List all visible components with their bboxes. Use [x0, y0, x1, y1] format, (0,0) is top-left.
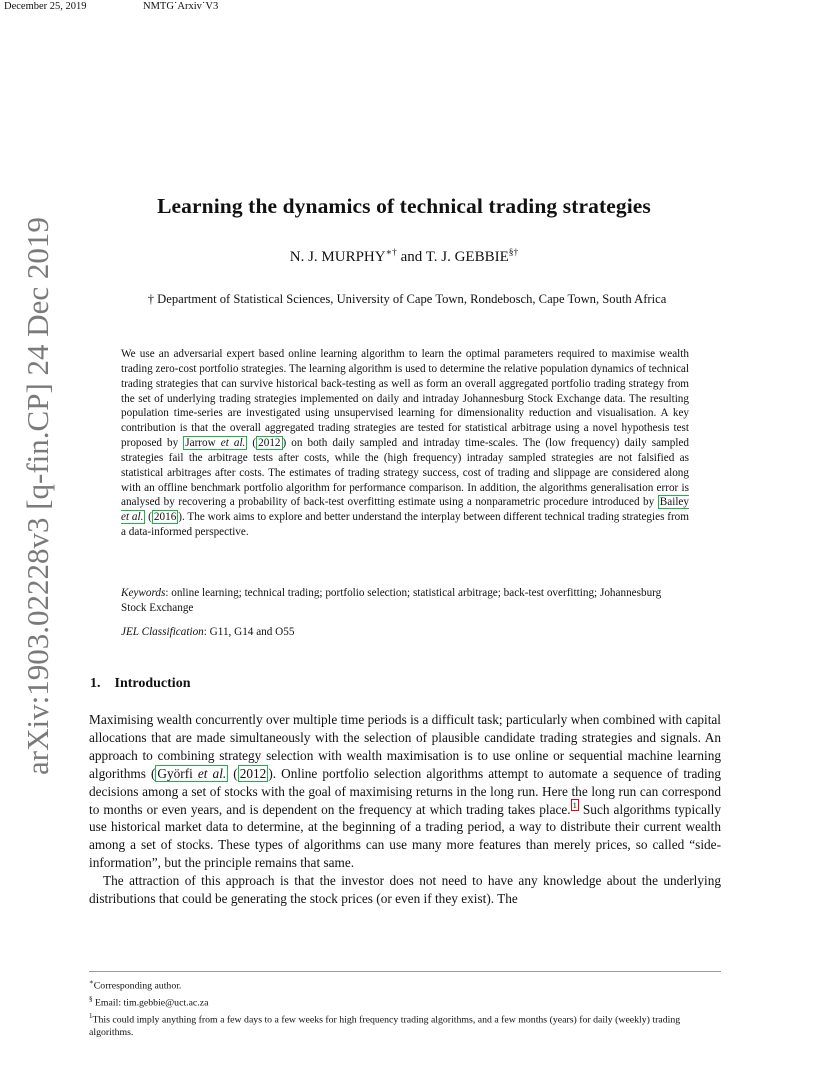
citation-bailey-etal: et al. — [121, 511, 144, 524]
citation-gyorfi-name[interactable] — [155, 765, 228, 782]
footnote-corresponding — [89, 976, 721, 993]
footnote-mark: § — [89, 994, 93, 1003]
jel-label: JEL Classification — [121, 626, 204, 638]
citation-jarrow-author: Jarrow — [185, 437, 221, 450]
abstract-text-3: . The work aims to explore and better understand the interplay between different technical trading strategies from a data-informed perspective. — [121, 511, 689, 539]
footnote-mark: 1 — [89, 1011, 93, 1020]
citation-jarrow-name[interactable] — [183, 436, 247, 450]
author-line — [0, 247, 808, 266]
footnote-text: This could imply anything from a few days to a few weeks for high frequency trading algorithms, and a few months (years) for daily (weekly) trading algorithms. — [89, 1013, 681, 1038]
citation-gyorfi-author: Györfi — [157, 765, 198, 781]
jel-classification — [121, 625, 689, 640]
affiliation: † Department of Statistical Sciences, University of Cape Town, Rondebosch, Cape Town, South Africa — [147, 292, 667, 306]
running-header-date: December 25, 2019 — [4, 1, 87, 12]
abstract: We use an adversarial expert based online learning algorithm to learn the optimal parameters required to maximise wealth trading zero-cost portfolio strategies. The learning algorithm is used to determine the relative population dynamics of technical trading strategies that can survive historical back-testing as well as form an overall aggregated portfolio trading strategy from the set of underlying trading strategies implemented on daily and intraday Johannesburg Stock Exchange data. The resulting population time-series are investigated using unsupervised learning for dimensionality reduction and visualisation. A key contribution is that the overall aggregated trading strategies are tested for statistical arbitrage using a novel hypothesis test proposed by Jarrow et al. ( 2012 ) on both daily sampled and intraday time-scales. The (low frequency) daily sampled strategies fail the arbitrage tests after costs, while the (high frequency) intraday sampled strategies are not falsified as statistical arbitrages after costs. The estimates of trading strategy success, cost of trading and slippage are considered along with an offline benchmark portfolio algorithm for performance comparison. In addition, the algorithms generalisation error is analysed by recovering a probability of back-test overfitting estimate using a nonparametric procedure introduced by Bailey et al. ( 2016 ). The work aims to explore and better understand the interplay between different technical trading strategies from a data-informed perspective. — [121, 348, 690, 539]
footnotes — [89, 976, 721, 1039]
running-header-id: NMTG˙Arxiv˙V3 — [143, 1, 219, 12]
citation-jarrow-year[interactable]: 2012 — [258, 437, 281, 450]
intro-text-1b: ). Online portfolio selection algorithms attempt to automate a sequence of trading decisions among a set of stocks with the goal of maximising returns in the long run. Here the long run can correspond to months or even years, and is dependent on the frequency at which trading takes place. — [89, 765, 721, 817]
citation-gyorfi-year[interactable]: 2012 — [239, 765, 267, 781]
abstract-text-2: on both daily sampled and intraday time-scales. The (low frequency) daily sampled strategies fail the arbitrage tests after costs, while the (high frequency) intraday sampled strategies are not falsified as statistical arbitrages after costs. The estimates of trading strategy success, cost of trading and slippage are considered along with an offline benchmark portfolio algorithm for performance comparison. In addition, the algorithms generalisation error is analysed by recovering a probability of back-test overfitting estimate using a nonparametric procedure introduced by — [121, 437, 690, 509]
author-murphy: N. J. MURPHY — [289, 249, 386, 265]
abstract-text-1: We use an adversarial expert based online learning algorithm to learn the optimal parameters required to maximise wealth trading zero-cost portfolio strategies. The learning algorithm is used to determine the relative population dynamics of technical trading strategies that can survive historical back-testing as well as form an overall aggregated portfolio trading strategy from the set of underlying trading strategies implemented on daily and intraday Johannesburg Stock Exchange data. The resulting population time-series are investigated using unsupervised learning for dimensionality reduction and visualisation. A key contribution is that the overall aggregated trading strategies are tested for statistical arbitrage using a novel hypothesis test proposed by — [121, 348, 690, 450]
keywords-text: : online learning; technical trading; portfolio selection; statistical arbitrage; back-test overfitting; Johannesburg Stock Exchange — [121, 587, 662, 614]
section-title: Introduction — [114, 676, 191, 691]
author-gebbie: T. J. GEBBIE — [425, 249, 509, 265]
intro-text-1c: Such algorithms typically use historical market data to determine, at the beginning of a trading period, a way to distribute their current wealth among a set of stocks. These types of algorithms can use many more features than merely prices, so called “side-information”, but the principle remains that same. — [89, 801, 721, 871]
footnote-mark: ∗ — [89, 978, 94, 986]
intro-text-1a: Maximising wealth concurrently over multiple time periods is a difficult task; particularly when combined with capital allocations that are made simultaneously with the selection of plausible candidate trading strategies and signals. An approach to combining strategy selection with wealth maximisation is to use online or sequential machine learning algorithms ( — [89, 712, 721, 781]
section-number: 1. — [90, 676, 101, 691]
jel-text: : G11, G14 and O55 — [203, 626, 295, 638]
section-heading-introduction — [90, 676, 190, 692]
footnote-1-link[interactable]: 1 — [572, 800, 577, 811]
intro-paragraph-1: Maximising wealth concurrently over multiple time periods is a difficult task; particularly when combined with capital allocations that are made simultaneously with the selection of plausible candidate trading strategies and signals. An approach to combining strategy selection with wealth maximisation is to use online or sequential machine learning algorithms ( Györfi et al. ( 2012 ). Online portfolio selection algorithms attempt to automate a sequence of trading decisions among a set of stocks with the goal of maximising returns in the long run. Here the long run can correspond to months or even years, and is dependent on the frequency at which trading takes place. $^1$ Such algorithms typically use historical market data to determine, at the beginning of a trading period, a way to distribute their current wealth among a set of stocks. These types of algorithms can use many more features than merely prices, so called “side-information”, but the principle remains that same. — [89, 712, 721, 871]
author-gebbie-marks: §† — [508, 248, 519, 258]
citation-jarrow-etal: et al. — [220, 437, 246, 450]
arxiv-sidebar-stamp: arXiv:1903.02228v3 [q-fin.CP] 24 Dec 2019 — [20, 217, 55, 775]
citation-bailey-year[interactable]: 2016 — [153, 511, 177, 524]
introduction-body — [89, 711, 721, 908]
author-murphy-marks: ∗† — [385, 248, 397, 258]
citation-bailey-author: Bailey — [659, 496, 689, 509]
footnote-divider — [89, 971, 721, 972]
author-and: and — [396, 249, 426, 265]
footnote-text: Corresponding author. — [93, 980, 182, 992]
footnote-1 — [89, 1010, 721, 1039]
citation-gyorfi-etal: et al. — [197, 765, 227, 781]
footnote-email — [89, 993, 721, 1010]
keywords-label: Keywords — [121, 587, 166, 599]
keywords — [121, 586, 689, 616]
footnote-text: Email: tim.gebbie@uct.ac.za — [92, 997, 209, 1009]
intro-paragraph-2: The attraction of this approach is that the investor does not need to have any knowledge about the underlying distributions that could be generating the stock prices (or even if they exist). The — [89, 873, 721, 907]
paper-title: Learning the dynamics of technical trading strategies — [157, 194, 651, 218]
